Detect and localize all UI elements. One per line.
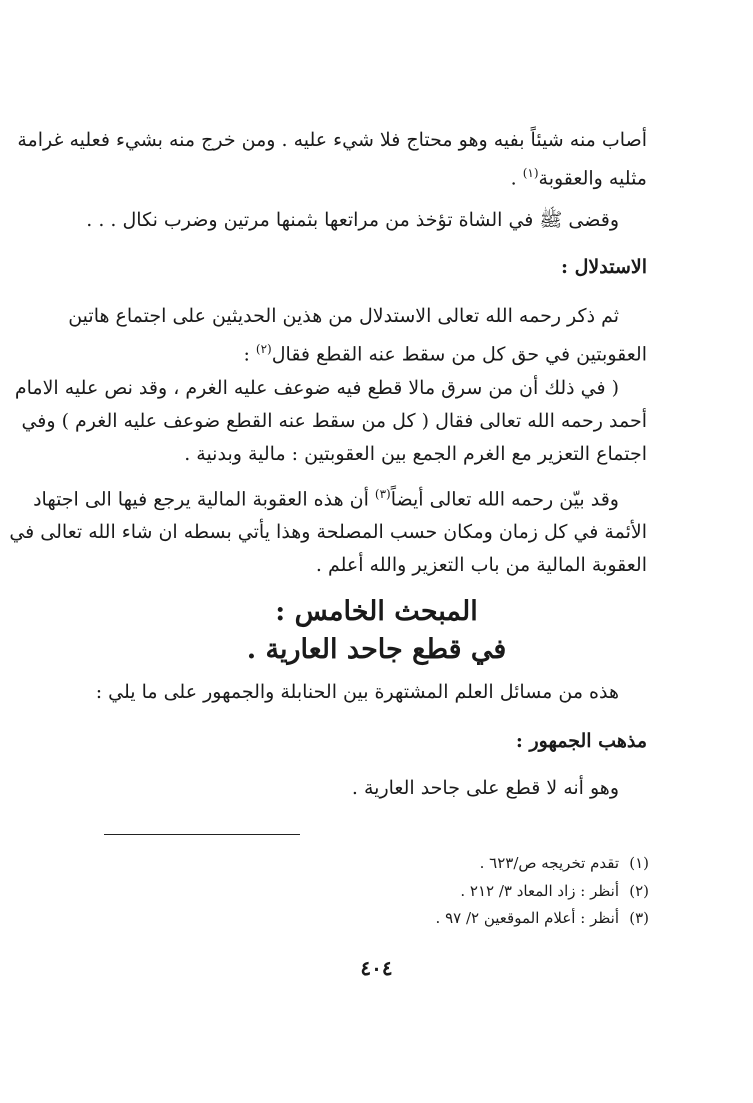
paragraph-2: [86, 204, 647, 237]
paragraph-5: [9, 478, 647, 582]
section-title: المبحث الخامس :: [275, 596, 478, 627]
heading-istidlal: الاستدلال :: [560, 256, 647, 278]
text-line: اجتماع التعزير مع الغرم الجمع بين العقوبتين : مالية وبدنية .: [184, 443, 647, 465]
text-fragment: :: [243, 343, 256, 366]
paragraph-3: [68, 300, 647, 371]
footnote-text: تقدم تخريجه ص/٦٢٣ .: [479, 854, 619, 872]
text-line: الأئمة في كل زمان ومكان حسب المصلحة وهذا يأتي بسطه ان شاء الله تعالى في: [9, 521, 647, 544]
text-line: وهو أنه لا قطع على جاحد العارية .: [351, 777, 619, 799]
heading-jumhur: مذهب الجمهور :: [515, 730, 647, 752]
text-fragment: أن هذه العقوبة المالية يرجع فيها الى اجتهاد: [33, 488, 375, 511]
text-line: وقضى ﷺ في الشاة تؤخذ من مراتعها بثمنها مرتين وضرب نكال . . .: [86, 209, 619, 231]
text-line: [102, 333, 647, 371]
footnote-number: (١): [629, 854, 649, 872]
footnote-text: أنظر : زاد المعاد ٣/ ٢١٢ .: [460, 882, 619, 900]
footnote-ref: (١): [522, 166, 539, 180]
paragraph-1: [17, 124, 647, 195]
footnote-number: (٢): [629, 882, 649, 900]
footnote-text: أنظر : أعلام الموقعين ٢/ ٩٧ .: [435, 909, 619, 927]
section-subtitle: في قطع جاحد العارية .: [246, 634, 507, 665]
footnote-3: [436, 905, 649, 931]
text-fragment: مثليه والعقوبة: [538, 167, 647, 190]
text-fragment: .: [510, 167, 523, 190]
footnote-divider: [104, 834, 300, 835]
page-number: ٤٠٤: [360, 956, 393, 980]
text-line: هذه من مسائل العلم المشتهرة بين الحنابلة والجمهور على ما يلي :: [95, 681, 619, 703]
paragraph-6: [95, 676, 647, 709]
text-line: العقوبة المالية من باب التعزير والله أعلم .: [315, 554, 647, 577]
text-fragment: وقد بيّن رحمه الله تعالى أيضاً: [390, 488, 619, 511]
text-line: أصاب منه شيئاً بفيه وهو محتاج فلا شيء عليه . ومن خرج منه بشيء فعليه غرامة: [17, 129, 647, 151]
text-line: [102, 157, 647, 195]
text-line: أحمد رحمه الله تعالى فقال ( كل من سقط عنه القطع ضوعف عليه الغرم ) وفي: [21, 410, 647, 432]
paragraph-4: [14, 372, 647, 471]
paragraph-7: [102, 772, 647, 805]
footnote-ref: (٣): [374, 487, 391, 501]
footnote-ref: (٢): [255, 342, 272, 356]
text-line: [33, 478, 647, 516]
text-line: ثم ذكر رحمه الله تعالى الاستدلال من هذين الحديثين على اجتماع هاتين: [68, 305, 619, 327]
text-line: ( في ذلك أن من سرق مالا قطع فيه ضوعف عليه الغرم ، وقد نص عليه الامام: [14, 377, 619, 399]
footnote-number: (٣): [629, 909, 649, 927]
footnote-1: [480, 850, 649, 876]
footnote-2: [460, 878, 649, 904]
text-fragment: العقوبتين في حق كل من سقط عنه القطع فقال: [271, 343, 647, 366]
